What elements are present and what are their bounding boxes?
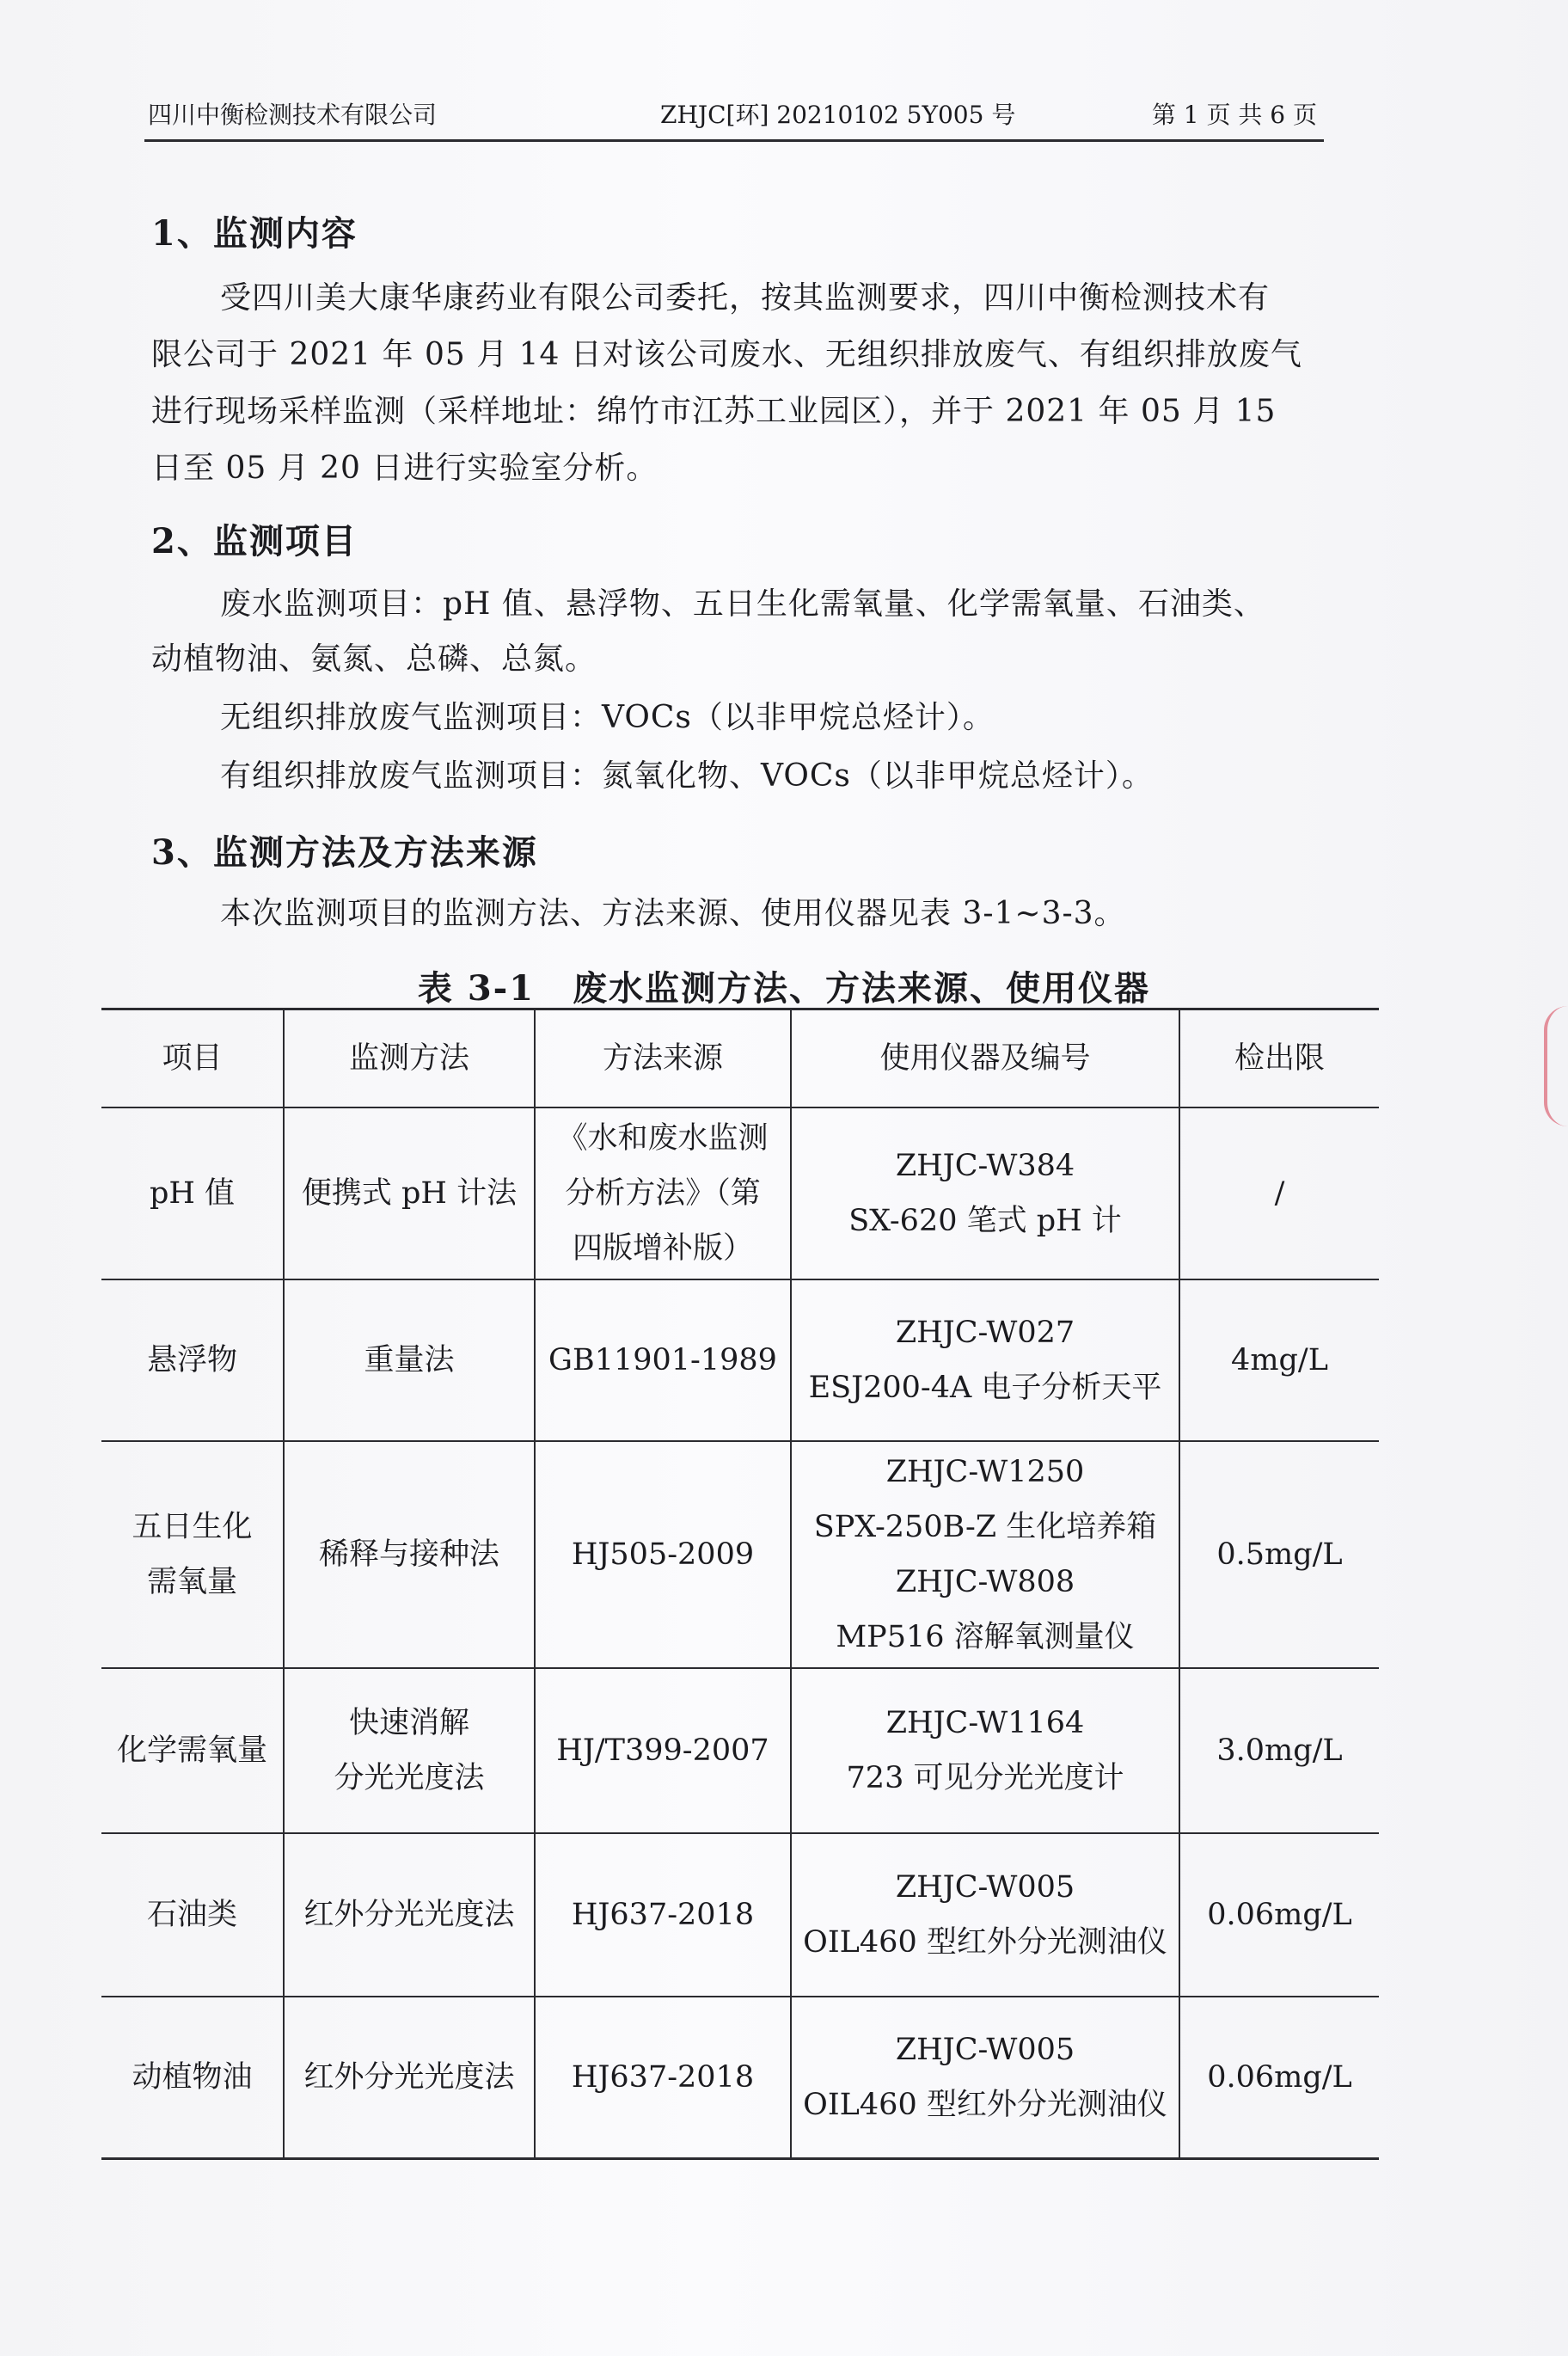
cell-item: 悬浮物 [101, 1279, 284, 1441]
section-2-line: 有组织排放废气监测项目：氮氧化物、VOCs（以非甲烷总烃计）。 [220, 758, 1154, 794]
cell-source: HJ637-2018 [535, 1833, 791, 1997]
cell-instrument: ZHJC-W1164 723 可见分光光度计 [791, 1668, 1179, 1833]
column-header: 使用仪器及编号 [791, 1009, 1179, 1108]
methods-table [101, 1008, 1379, 2160]
cell-item: 化学需氧量 [101, 1668, 284, 1833]
cell-source: HJ505-2009 [535, 1441, 791, 1668]
cell-limit: 3.0mg/L [1179, 1668, 1379, 1833]
section-1-line: 进行现场采样监测（采样地址：绵竹市江苏工业园区），并于 2021 年 05 月 15 [151, 394, 1277, 429]
table-row [101, 1279, 1379, 1441]
cell-item: 动植物油 [101, 1997, 284, 2158]
table-caption-number: 表 3-1 [417, 968, 536, 1009]
page-header [144, 96, 1324, 142]
cell-limit: / [1179, 1107, 1379, 1279]
table-caption [0, 961, 1568, 1010]
section-1-title: 1、监测内容 [151, 213, 358, 254]
cell-source: HJ637-2018 [535, 1997, 791, 2158]
cell-method: 重量法 [284, 1279, 535, 1441]
table-row [101, 1833, 1379, 1997]
header-company: 四川中衡检测技术有限公司 [148, 101, 438, 129]
table-row [101, 1997, 1379, 2158]
cell-item: 五日生化 需氧量 [101, 1441, 284, 1668]
column-header: 检出限 [1179, 1009, 1379, 1108]
section-1-line: 日至 05 月 20 日进行实验室分析。 [151, 451, 658, 486]
section-2-line: 废水监测项目：pH 值、悬浮物、五日生化需氧量、化学需氧量、石油类、 [220, 586, 1265, 622]
section-2-line: 动植物油、氨氮、总磷、总氮。 [151, 641, 597, 677]
section-1-line: 受四川美大康华康药业有限公司委托，按其监测要求，四川中衡检测技术有 [220, 280, 1271, 316]
stamp-edge [1544, 1006, 1568, 1126]
cell-item: 石油类 [101, 1833, 284, 1997]
cell-method: 红外分光光度法 [284, 1997, 535, 2158]
table-row [101, 1668, 1379, 1833]
section-3-title: 3、监测方法及方法来源 [151, 832, 538, 873]
cell-method: 便携式 pH 计法 [284, 1107, 535, 1279]
column-header: 监测方法 [284, 1009, 535, 1108]
cell-source: 《水和废水监测 分析方法》（第 四版增补版） [535, 1107, 791, 1279]
cell-limit: 0.5mg/L [1179, 1441, 1379, 1668]
cell-method: 稀释与接种法 [284, 1441, 535, 1668]
cell-limit: 0.06mg/L [1179, 1833, 1379, 1997]
cell-instrument: ZHJC-W384 SX-620 笔式 pH 计 [791, 1107, 1179, 1279]
header-page-info: 第 1 页 共 6 页 [1151, 101, 1317, 129]
cell-source: GB11901-1989 [535, 1279, 791, 1441]
cell-instrument: ZHJC-W027 ESJ200-4A 电子分析天平 [791, 1279, 1179, 1441]
section-2-title: 2、监测项目 [151, 521, 358, 561]
cell-method: 红外分光光度法 [284, 1833, 535, 1997]
section-3-line: 本次监测项目的监测方法、方法来源、使用仪器见表 3-1~3-3。 [220, 896, 1126, 931]
cell-source: HJ/T399-2007 [535, 1668, 791, 1833]
cell-limit: 0.06mg/L [1179, 1997, 1379, 2158]
table-header-row [101, 1009, 1379, 1108]
cell-instrument: ZHJC-W1250 SPX-250B-Z 生化培养箱 ZHJC-W808 MP516 溶解氧测量仪 [791, 1441, 1179, 1668]
table-row [101, 1441, 1379, 1668]
cell-limit: 4mg/L [1179, 1279, 1379, 1441]
cell-instrument: ZHJC-W005 OIL460 型红外分光测油仪 [791, 1997, 1179, 2158]
section-2-line: 无组织排放废气监测项目：VOCs（以非甲烷总烃计）。 [220, 700, 995, 735]
column-header: 项目 [101, 1009, 284, 1108]
cell-item: pH 值 [101, 1107, 284, 1279]
cell-method: 快速消解 分光光度法 [284, 1668, 535, 1833]
cell-instrument: ZHJC-W005 OIL460 型红外分光测油仪 [791, 1833, 1179, 1997]
table-caption-title: 废水监测方法、方法来源、使用仪器 [573, 968, 1151, 1009]
column-header: 方法来源 [535, 1009, 791, 1108]
table-row [101, 1107, 1379, 1279]
header-report-number: ZHJC[环] 20210102 5Y005 号 [660, 101, 1016, 129]
section-1-line: 限公司于 2021 年 05 月 14 日对该公司废水、无组织排放废气、有组织排放废气 [151, 337, 1302, 372]
